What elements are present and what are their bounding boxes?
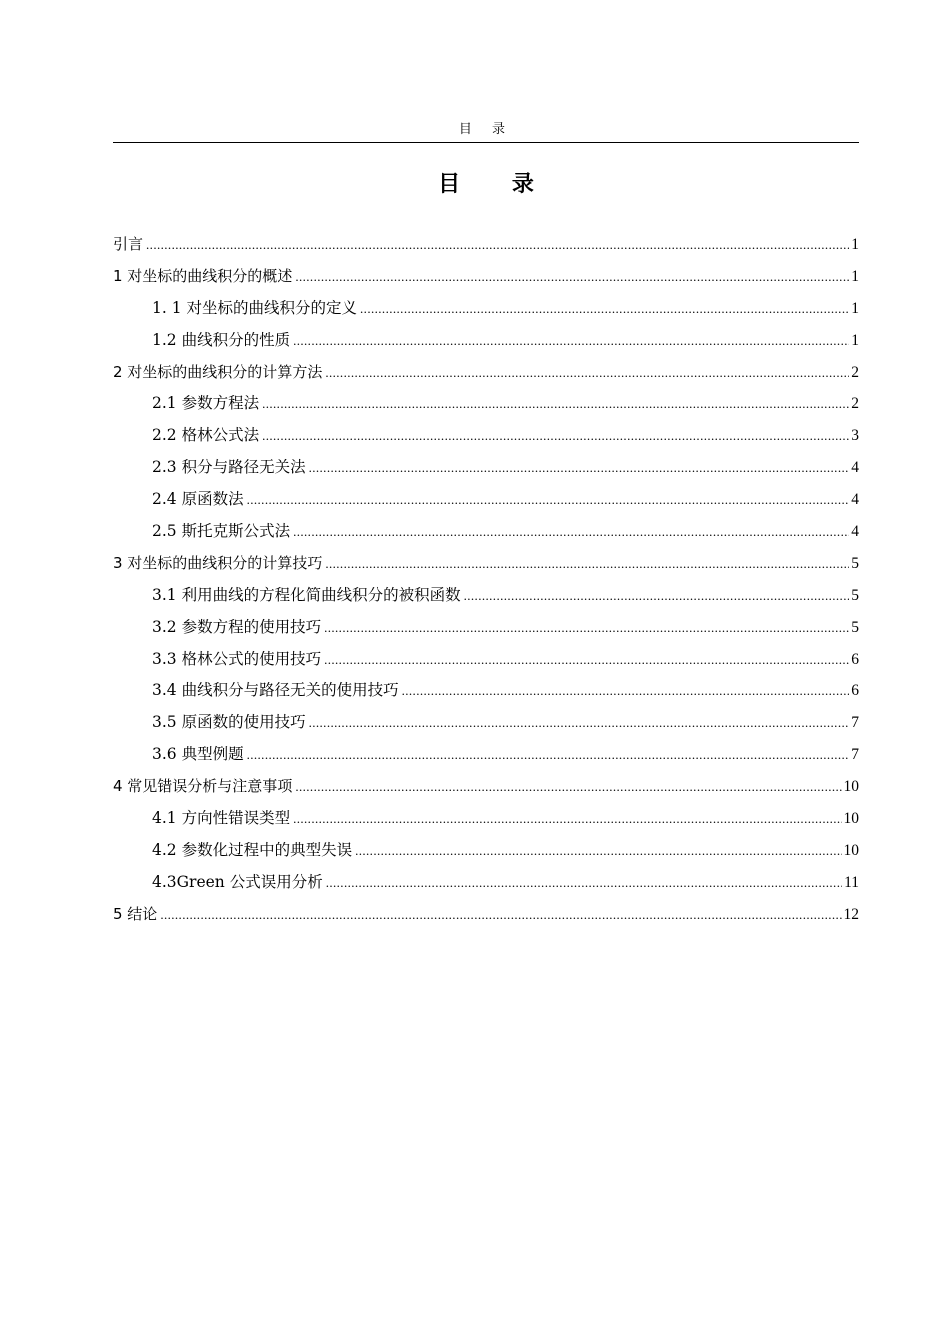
toc-dot-leader <box>464 580 850 612</box>
toc-section-entry[interactable] <box>113 675 859 707</box>
toc-section-entry[interactable] <box>113 325 859 357</box>
toc-section-entry[interactable] <box>113 580 859 612</box>
header-rule <box>113 142 859 143</box>
toc-section-entry[interactable] <box>113 452 859 484</box>
toc-entry-title: 3.3 格林公式的使用技巧 <box>152 649 322 668</box>
toc-page-number: 2 <box>851 395 859 413</box>
toc-dot-leader <box>360 293 849 325</box>
toc-entry-title: 4.3Green 公式误用分析 <box>152 872 323 891</box>
toc-dot-leader <box>295 261 849 293</box>
running-header: 目 录 <box>458 122 514 137</box>
toc-chapter-entry[interactable] <box>113 357 859 389</box>
toc-dot-leader <box>309 707 850 739</box>
toc-page-number: 4 <box>851 459 859 477</box>
toc-section-entry[interactable] <box>113 612 859 644</box>
toc-entry-title: 1. 1 对坐标的曲线积分的定义 <box>152 298 358 317</box>
toc-page-number: 10 <box>843 778 859 796</box>
toc-dot-leader <box>324 612 849 644</box>
toc-section-entry[interactable] <box>113 420 859 452</box>
toc-section-entry[interactable] <box>113 867 859 899</box>
toc-section-entry[interactable] <box>113 803 859 835</box>
toc-dot-leader <box>262 388 849 420</box>
toc-page-number: 1 <box>851 267 859 285</box>
toc-dot-leader <box>309 452 850 484</box>
toc-page-number: 10 <box>843 810 859 828</box>
toc-dot-leader <box>160 899 841 931</box>
toc-page-number: 7 <box>851 714 859 732</box>
toc-entry-title: 5 结论 <box>113 904 158 923</box>
toc-page-number: 11 <box>844 873 859 891</box>
toc-dot-leader <box>325 548 849 580</box>
toc-page-number: 3 <box>851 427 859 445</box>
toc-dot-leader <box>247 739 850 771</box>
toc-section-entry[interactable] <box>113 484 859 516</box>
toc-page-number: 1 <box>851 299 859 317</box>
toc-page-number: 5 <box>851 618 859 636</box>
toc-section-entry[interactable] <box>113 293 859 325</box>
toc-chapter-entry[interactable] <box>113 261 859 293</box>
toc-entry-title: 1.2 曲线积分的性质 <box>152 330 291 349</box>
toc-entry-title: 3.6 典型例题 <box>152 745 244 764</box>
toc-chapter-entry[interactable] <box>113 771 859 803</box>
toc-list <box>113 229 859 931</box>
toc-entry-title: 3.1 利用曲线的方程化简曲线积分的被积函数 <box>152 585 461 604</box>
toc-entry-title: 3 对坐标的曲线积分的计算技巧 <box>113 553 323 572</box>
toc-entry-title: 3.2 参数方程的使用技巧 <box>152 617 322 636</box>
toc-entry-title: 3.4 曲线积分与路径无关的使用技巧 <box>152 681 399 700</box>
toc-page-number: 6 <box>851 682 859 700</box>
toc-page-number: 12 <box>843 905 859 923</box>
toc-section-entry[interactable] <box>113 739 859 771</box>
toc-entry-title: 3.5 原函数的使用技巧 <box>152 713 306 732</box>
toc-chapter-entry[interactable] <box>113 548 859 580</box>
toc-dot-leader <box>295 771 841 803</box>
toc-page-number: 4 <box>851 491 859 509</box>
toc-entry-title: 4.2 参数化过程中的典型失误 <box>152 840 353 859</box>
toc-entry-title: 2.3 积分与路径无关法 <box>152 458 306 477</box>
toc-entry-title: 2.5 斯托克斯公式法 <box>152 522 291 541</box>
toc-entry-title: 2 对坐标的曲线积分的计算方法 <box>113 362 323 381</box>
toc-section-entry[interactable] <box>113 516 859 548</box>
toc-dot-leader <box>146 229 849 261</box>
toc-entry-title: 2.2 格林公式法 <box>152 426 260 445</box>
toc-page-number: 2 <box>851 363 859 381</box>
toc-dot-leader <box>402 675 850 707</box>
toc-chapter-entry[interactable] <box>113 899 859 931</box>
toc-page-number: 10 <box>843 841 859 859</box>
toc-dot-leader <box>325 357 849 389</box>
toc-dot-leader <box>355 835 841 867</box>
toc-entry-title: 2.4 原函数法 <box>152 490 244 509</box>
toc-dot-leader <box>262 420 849 452</box>
toc-title: 目 录 <box>438 172 556 197</box>
toc-chapter-entry[interactable] <box>113 229 859 261</box>
toc-dot-leader <box>293 325 849 357</box>
toc-page-number: 6 <box>851 650 859 668</box>
toc-page-number: 5 <box>851 554 859 572</box>
toc-page-number: 4 <box>851 523 859 541</box>
toc-entry-title: 2.1 参数方程法 <box>152 394 260 413</box>
toc-dot-leader <box>247 484 850 516</box>
toc-dot-leader <box>326 867 842 899</box>
toc-entry-title: 4.1 方向性错误类型 <box>152 809 291 828</box>
toc-page-number: 1 <box>851 331 859 349</box>
toc-dot-leader <box>324 644 849 676</box>
toc-dot-leader <box>293 803 841 835</box>
toc-section-entry[interactable] <box>113 644 859 676</box>
toc-entry-title: 1 对坐标的曲线积分的概述 <box>113 266 293 285</box>
toc-section-entry[interactable] <box>113 835 859 867</box>
toc-page-number: 7 <box>851 746 859 764</box>
toc-page-number: 5 <box>851 586 859 604</box>
toc-entry-title: 引言 <box>113 235 144 253</box>
toc-section-entry[interactable] <box>113 388 859 420</box>
toc-dot-leader <box>293 516 849 548</box>
toc-page-number: 1 <box>851 236 859 253</box>
toc-entry-title: 4 常见错误分析与注意事项 <box>113 777 293 796</box>
toc-section-entry[interactable] <box>113 707 859 739</box>
